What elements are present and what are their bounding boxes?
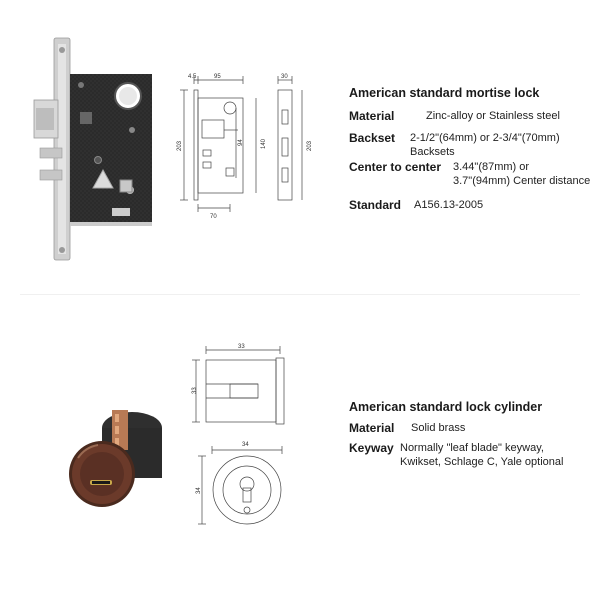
mortise-spec-label-backset: Backset [349, 131, 396, 145]
dim-95: 95 [214, 74, 221, 80]
mortise-spec-label-standard: Standard [349, 198, 402, 212]
cylinder-spec-value-material: Solid brass [411, 422, 466, 434]
section-divider [20, 294, 580, 295]
cylinder-section [0, 300, 600, 600]
dim-70: 70 [210, 214, 217, 220]
mortise-lock-photo [28, 30, 158, 265]
cylinder-spec-value-keyway-2: Kwikset, Schlage C, Yale optional [400, 456, 564, 468]
cylinder-title: American standard lock cylinder [349, 400, 543, 414]
mortise-spec-value-center-2: 3.7"(94mm) Center distance [453, 175, 591, 187]
dim-33-width: 33 [238, 344, 245, 350]
cylinder-spec-label-keyway: Keyway [349, 441, 394, 455]
mortise-lock-section [0, 0, 600, 290]
mortise-spec-value-backset-2: Backsets [410, 146, 455, 158]
cylinder-spec-value-keyway: Normally "leaf blade" keyway, [400, 442, 544, 454]
dim-4-5: 4.5 [188, 74, 197, 80]
mortise-spec-value-standard: A156.13-2005 [414, 199, 484, 211]
lock-cylinder-drawing [190, 340, 300, 540]
dim-33-height: 33 [192, 387, 198, 394]
mortise-spec-value-backset: 2-1/2"(64mm) or 2-3/4"(70mm) [410, 132, 560, 144]
dim-203-left: 203 [177, 140, 183, 151]
mortise-spec-value-center: 3.44"(87mm) or [453, 161, 530, 173]
lock-cylinder-photo [60, 400, 180, 520]
mortise-spec-value-material: Zinc-alloy or Stainless steel [426, 110, 560, 122]
cylinder-spec-label-material: Material [349, 421, 395, 435]
dim-34-height: 34 [196, 487, 202, 494]
mortise-title: American standard mortise lock [349, 86, 540, 100]
dim-34-width: 34 [242, 442, 249, 448]
dim-94: 94 [238, 139, 244, 146]
mortise-spec-label-center: Center to center [349, 160, 442, 174]
dim-140: 140 [261, 138, 267, 149]
dim-203-right: 203 [307, 140, 313, 151]
mortise-spec-label-material: Material [349, 109, 395, 123]
mortise-lock-drawing [168, 70, 318, 220]
dim-30: 30 [281, 74, 288, 80]
